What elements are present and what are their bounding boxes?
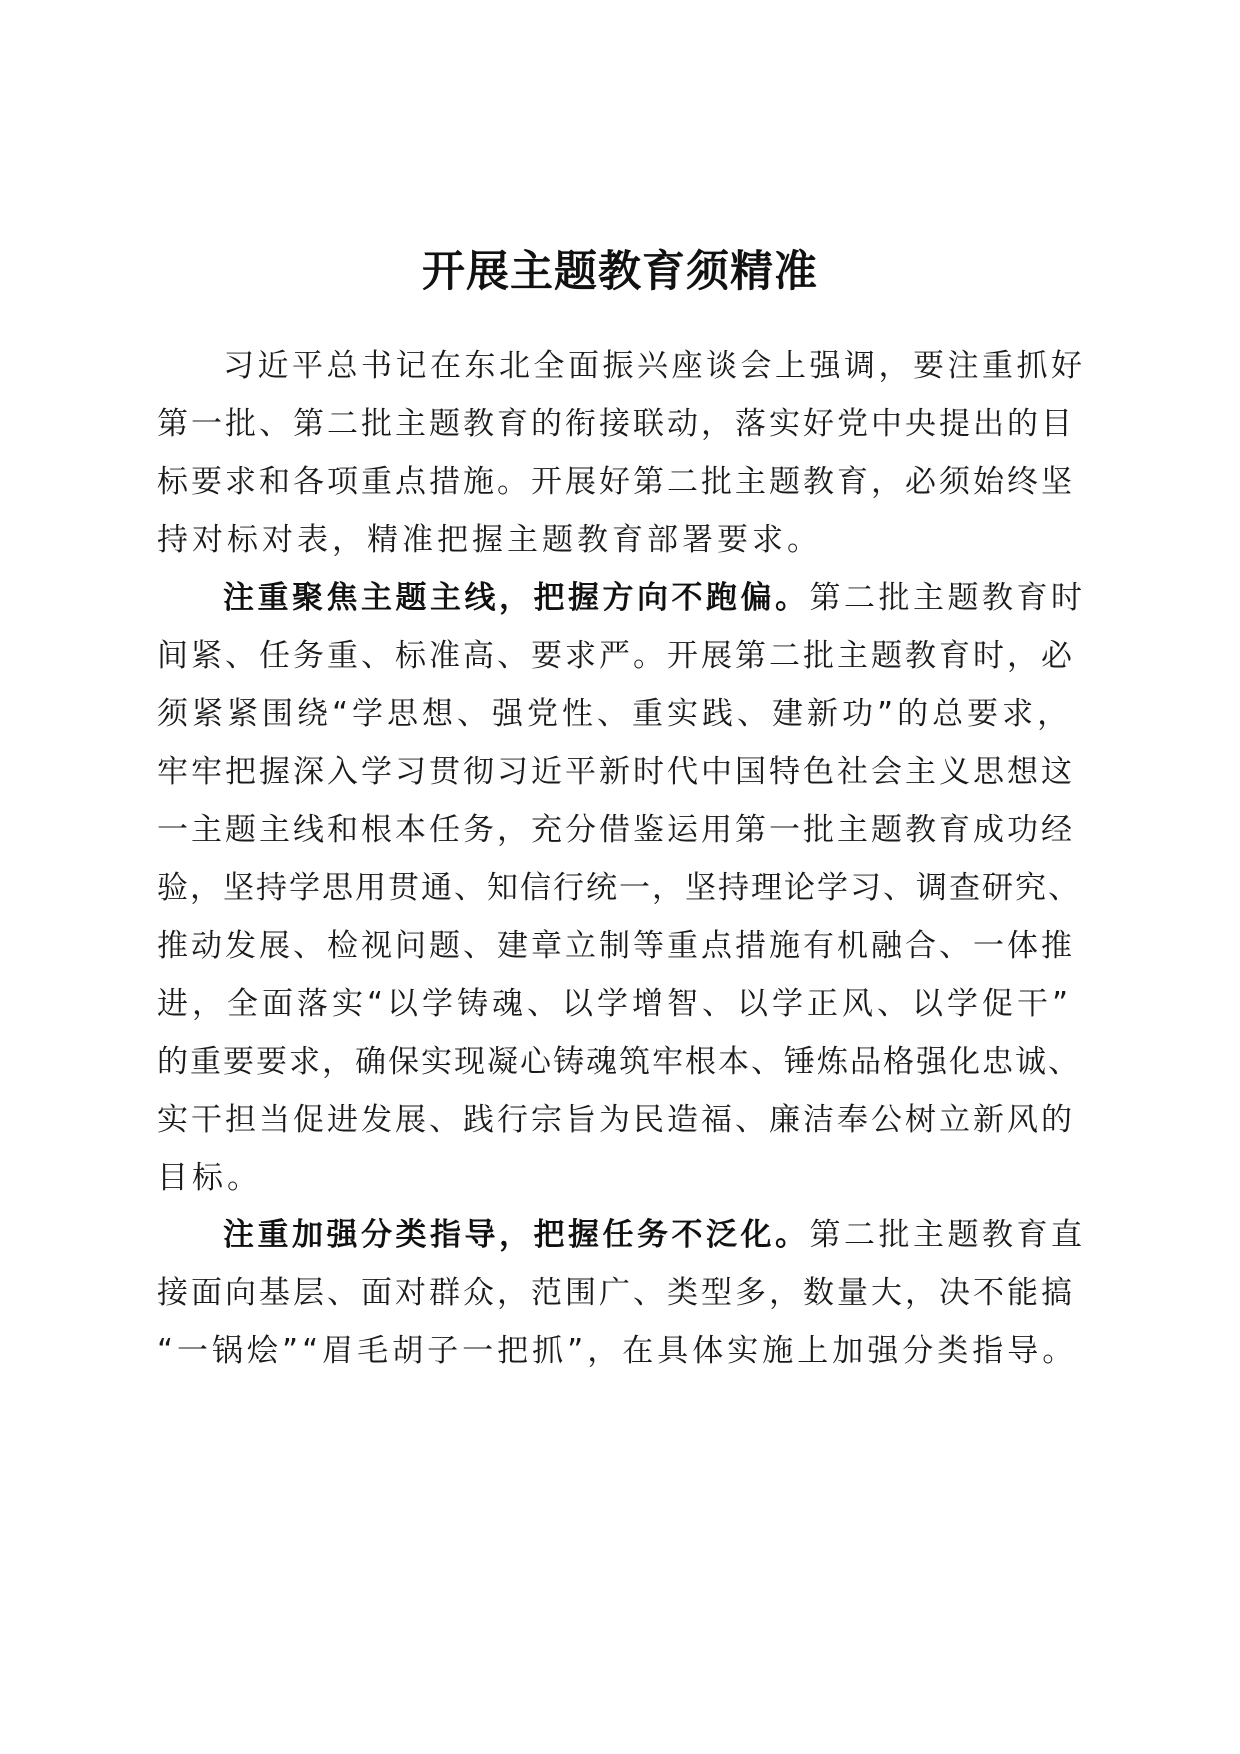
paragraph-line: 标要求和各项重点措施。开展好第二批主题教育，必须始终坚 xyxy=(157,464,1075,500)
paragraph-line: 目标。 xyxy=(157,1160,262,1196)
paragraph-line: 验，坚持学思用贯通、知信行统一，坚持理论学习、调查研究、 xyxy=(157,870,1081,906)
paragraph-line: 须紧紧围绕“学思想、强党性、重实践、建新功”的总要求， xyxy=(157,696,1073,732)
paragraph-lead-rest: 第二批主题教育直 xyxy=(809,1217,1086,1253)
paragraph-line: 习近平总书记在东北全面振兴座谈会上强调，要注重抓好 xyxy=(223,348,1086,384)
paragraph-line: 的重要要求，确保实现凝心铸魂筑牢根本、锤炼品格强化忠诚、 xyxy=(157,1044,1081,1080)
paragraph-lead-rest: 第二批主题教育时 xyxy=(809,580,1086,616)
paragraph-line: 第一批、第二批主题教育的衔接联动，落实好党中央提出的目 xyxy=(157,406,1075,442)
paragraph-first-line xyxy=(157,576,1086,620)
paragraph-line: 间紧、任务重、标准高、要求严。开展第二批主题教育时，必 xyxy=(157,638,1075,674)
paragraph-line: “一锅烩”“眉毛胡子一把抓”，在具体实施上加强分类指导。 xyxy=(157,1333,1078,1369)
paragraph-lead-heading: 注重加强分类指导，把握任务不泛化。 xyxy=(223,1217,810,1253)
document-title: 开展主题教育须精准 xyxy=(422,247,818,297)
paragraph-line: 进，全面落实“以学铸魂、以学增智、以学正风、以学促干” xyxy=(157,986,1073,1022)
paragraph-first-line xyxy=(157,1213,1086,1257)
paragraph-line: 推动发展、检视问题、建章立制等重点措施有机融合、一体推 xyxy=(157,928,1075,964)
paragraph-line: 实干担当促进发展、践行宗旨为民造福、廉洁奉公树立新风的 xyxy=(157,1102,1075,1138)
paragraph-line: 牢牢把握深入学习贯彻习近平新时代中国特色社会主义思想这 xyxy=(157,754,1075,790)
paragraph-lead-heading: 注重聚焦主题主线，把握方向不跑偏。 xyxy=(223,580,810,616)
paragraph-line: 一主题主线和根本任务，充分借鉴运用第一批主题教育成功经 xyxy=(157,812,1075,848)
paragraph-line: 接面向基层、面对群众，范围广、类型多，数量大，决不能搞 xyxy=(157,1275,1075,1311)
paragraph-line: 持对标对表，精准把握主题教育部署要求。 xyxy=(157,522,822,558)
